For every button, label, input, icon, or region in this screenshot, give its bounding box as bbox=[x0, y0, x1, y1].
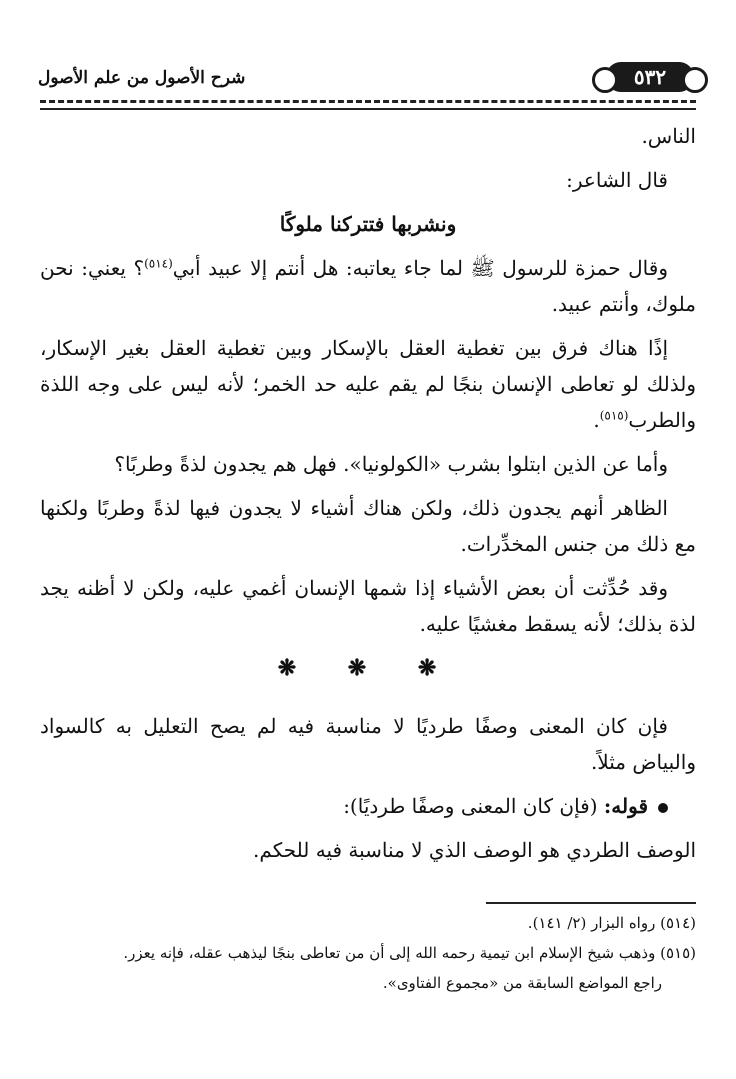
commentary-heading bbox=[40, 788, 696, 824]
paragraph: وأما عن الذين ابتلوا بشرب «الكولونيا». فهل هم يجدون لذةً وطربًا؟ bbox=[114, 452, 668, 476]
paragraph: الوصف الطردي هو الوصف الذي لا مناسبة فيه للحكم. bbox=[253, 838, 696, 862]
footnote-ref[interactable]: (٥١٥) bbox=[599, 408, 629, 423]
footnote-ref[interactable]: (٥١٤) bbox=[144, 256, 173, 271]
text-span: . bbox=[593, 408, 600, 432]
commentary-label: قوله: bbox=[603, 794, 648, 818]
paragraph: قال الشاعر: bbox=[566, 168, 668, 192]
paragraph bbox=[40, 330, 696, 438]
footnotes bbox=[40, 908, 696, 998]
book-title: شرح الأصول من علم الأصول bbox=[38, 68, 246, 88]
text-span: ؟ يعني: نحن ملوك، وأنتم عبيد. bbox=[40, 256, 696, 316]
main-text bbox=[40, 118, 696, 876]
paragraph: الظاهر أنهم يجدون ذلك، ولكن هناك أشياء لا يجدون فيها لذةً وطربًا ولكنها مع ذلك من جنس المخدِّرات. bbox=[40, 496, 696, 556]
page-number-badge: ٥٣٢ bbox=[606, 62, 694, 92]
commentary-quote: (فإن كان المعنى وصفًا طرديًا): bbox=[343, 794, 598, 818]
page-header bbox=[38, 62, 698, 100]
bullet-icon bbox=[658, 803, 668, 813]
header-solid-rule bbox=[40, 108, 696, 110]
footnote: (٥١٤) رواه البزار (٢/ ١٤١). bbox=[527, 914, 696, 932]
paragraph: فإن كان المعنى وصفًا طرديًا لا مناسبة فيه لم يصح التعليل به كالسواد والبياض مثلاً. bbox=[40, 714, 696, 774]
text-span: إذًا هناك فرق بين تغطية العقل بالإسكار وبين تغطية العقل بغير الإسكار، ولذلك لو تعاطى الإنسان بنجًا لم يقم عليه حد الخمر؛ لأنه ليس على وجه اللذة والطرب bbox=[40, 336, 696, 432]
footnote: (٥١٥) وذهب شيخ الإسلام ابن تيمية رحمه الله إلى أن من تعاطى بنجًا ليذهب عقله، فإنه يعزر. bbox=[123, 944, 696, 962]
paragraph: الناس. bbox=[641, 124, 696, 148]
paragraph: وقد حُدِّثت أن بعض الأشياء إذا شمها الإنسان أغمي عليه، ولكن لا أظنه يجد لذة بذلك؛ لأنه يسقط مغشيًا عليه. bbox=[40, 576, 696, 636]
footnote-continuation: راجع المواضع السابقة من «مجموع الفتاوى». bbox=[382, 974, 662, 992]
verse-line: ونشربها فتتركنا ملوكًا bbox=[279, 212, 457, 236]
text-span: وقال حمزة للرسول ﷺ لما جاء يعاتبه: هل أنتم إلا عبيد أبي bbox=[172, 256, 668, 280]
header-dashed-rule bbox=[40, 100, 696, 103]
paragraph bbox=[40, 250, 696, 322]
section-separator: ❋ ❋ ❋ bbox=[277, 655, 459, 681]
footnote-rule bbox=[486, 902, 696, 904]
